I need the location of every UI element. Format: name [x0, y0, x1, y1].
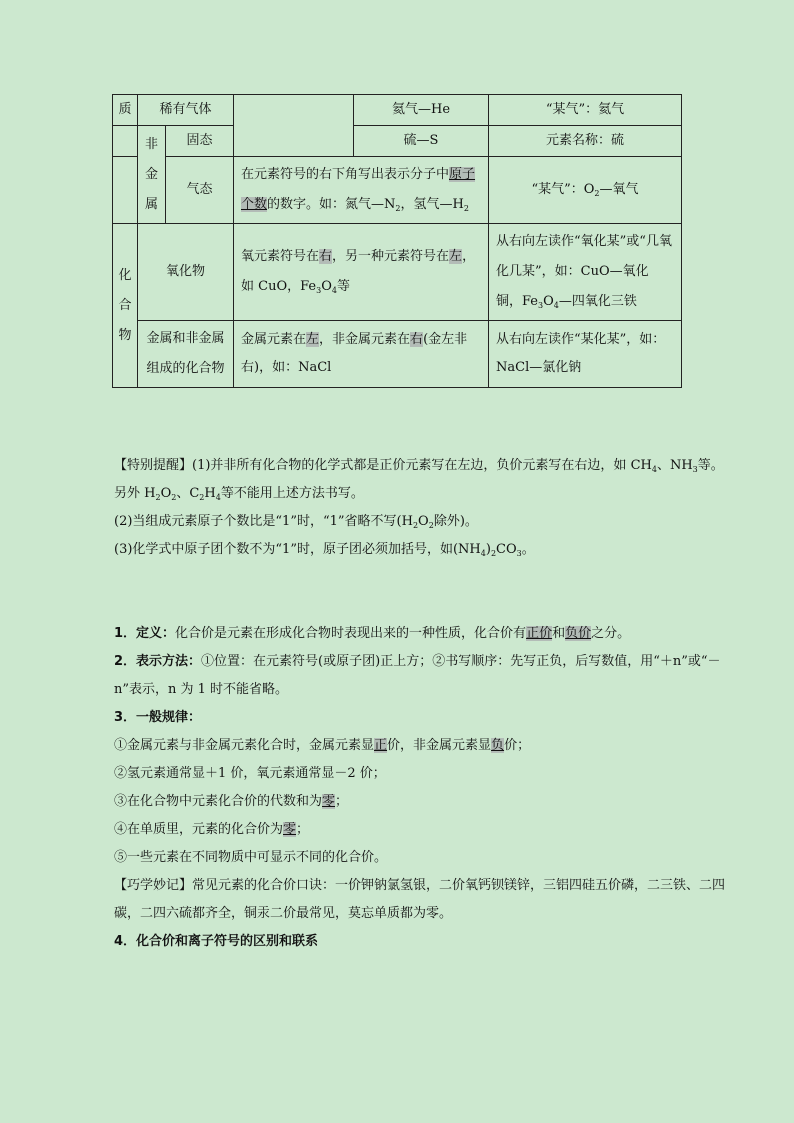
row-label: 稀有气体 — [138, 95, 234, 126]
empty-cell — [113, 157, 138, 224]
tip-1: 【特别提醒】(1)并非所有化合物的化学式都是正价元素写在左边，负价元素写在右边，如 $CH_4$、$NH_3$等。另外 $H_2O_2$、$C_2H_4$等不能用上述方法书写。 — [114, 458, 724, 502]
rule-item: ③在化合物中元素化合价的代数和为零； — [114, 794, 349, 809]
table-row — [113, 224, 682, 321]
chemical-formula-table — [112, 94, 682, 388]
row-label: 气态 — [166, 157, 234, 224]
valence-section — [114, 620, 734, 956]
reading-cell: “某气”：氦气 — [489, 95, 682, 126]
table-row — [113, 95, 682, 126]
general-rules-heading: 3．一般规律： — [114, 710, 202, 725]
definition: 1．定义：化合价是元素在形成化合物时表现出来的一种性质，化合价有正价和负价之分。 — [114, 626, 631, 641]
reading-cell: 从右向左读作“氧化某”或“几氧化几某”，如：CuO—氧化铜，$Fe_3O_4—$四氧化三铁 — [489, 224, 682, 321]
row-label: 氧化物 — [138, 224, 234, 321]
tip-3: (3)化学式中原子团个数不为“1”时，原子团必须加括号，如$(NH_4)_2CO_3$。 — [114, 542, 535, 558]
rule-cell: 在元素符号的右下角写出表示分子中原子个数的数字。如：氮气$—N_2$，氢气$—H_2$ — [234, 157, 489, 224]
rule-item: ①金属元素与非金属元素化合时，金属元素显正价，非金属元素显负价； — [114, 738, 531, 753]
section-4-heading: 4．化合价和离子符号的区别和联系 — [114, 934, 319, 949]
group-cell: 非金属 — [138, 126, 166, 224]
rule-cell: 氧元素符号在右，另一种元素符号在左，如 CuO，$Fe_3O_4$等 — [234, 224, 489, 321]
rule-cell: 金属元素在左，非金属元素在右(金左非右)，如：NaCl — [234, 321, 489, 388]
example-cell: 氦气—He — [354, 95, 489, 126]
example-cell: 硫—S — [354, 126, 489, 157]
row-label: 金属和非金属组成的化合物 — [138, 321, 234, 388]
empty-cell — [113, 126, 138, 157]
mnemonic: 【巧学妙记】常见元素的化合价口诀：一价钾钠氯氢银，二价氧钙钡镁锌，三铝四硅五价磷，二三铁、二四碳，二四六硫都齐全，铜汞二价最常见，莫忘单质都为零。 — [114, 878, 726, 921]
reading-cell: 从右向左读作“某化某”，如：NaCl—氯化钠 — [489, 321, 682, 388]
empty-cell — [234, 95, 354, 157]
row-label: 固态 — [166, 126, 234, 157]
table-row — [113, 157, 682, 224]
notation-method: 2．表示方法：①位置：在元素符号(或原子团)正上方；②书写顺序：先写正负，后写数值，用“＋n”或“－n”表示，n 为 1 时不能省略。 — [114, 654, 721, 697]
reading-cell: “某气”：$O_2—$氧气 — [489, 157, 682, 224]
tip-2: (2)当组成元素原子个数比是“1”时，“1”省略不写($H_2O_2$除外)。 — [114, 514, 478, 530]
reading-cell: 元素名称：硫 — [489, 126, 682, 157]
table-row — [113, 321, 682, 388]
group-cell: 化合物 — [113, 224, 138, 388]
rule-item: ⑤一些元素在不同物质中可显示不同的化合价。 — [114, 850, 388, 865]
group-cell: 质 — [113, 95, 138, 126]
table-row — [113, 126, 682, 157]
rule-item: ②氢元素通常显＋1 价，氧元素通常显－2 价； — [114, 766, 386, 781]
special-reminder — [114, 452, 734, 564]
rule-item: ④在单质里，元素的化合价为零； — [114, 822, 310, 837]
